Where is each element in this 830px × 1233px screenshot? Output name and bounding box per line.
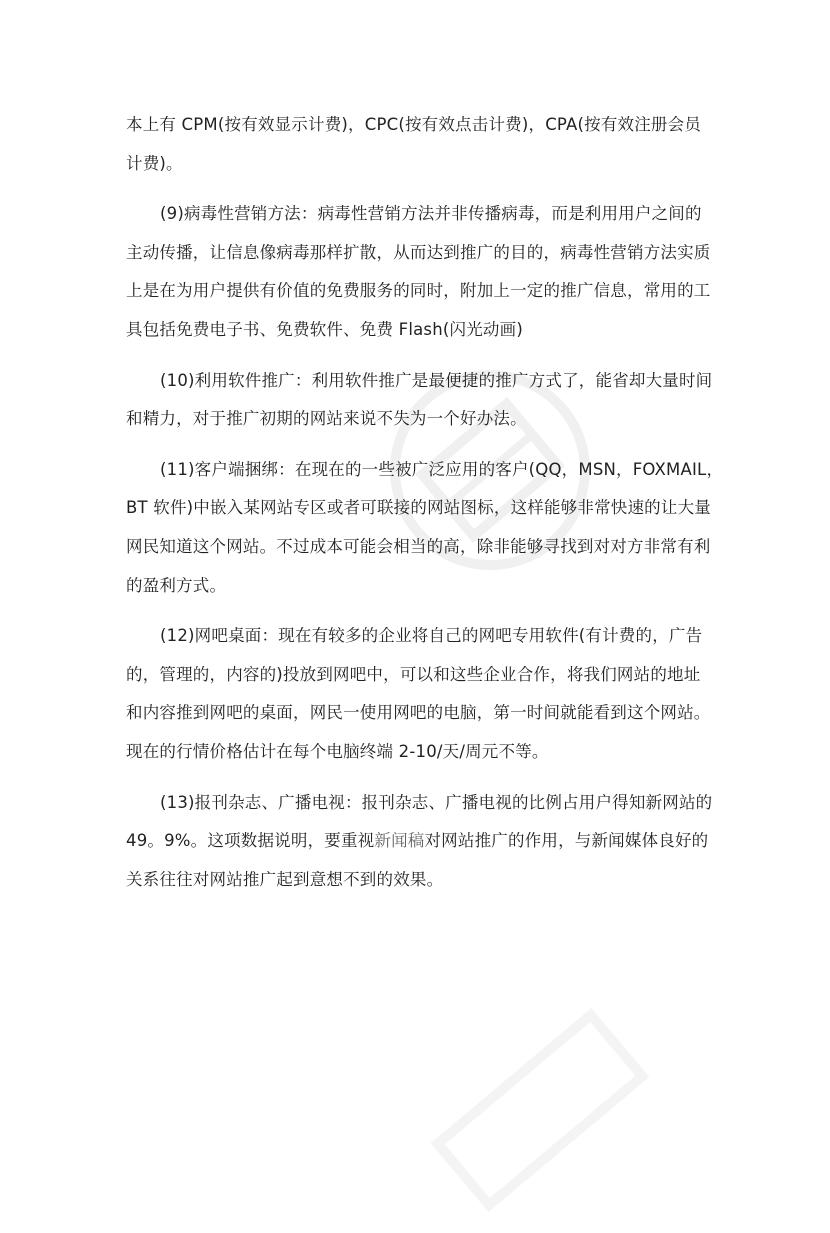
paragraph-9	[126, 195, 711, 349]
text-line: 关系往往对网站推广起到意想不到的效果。	[126, 869, 444, 889]
text-line: 的，管理的，内容的)投放到网吧中，可以和这些企业合作，将我们网站的地址	[126, 664, 701, 684]
text-line: 网民知道这个网站。不过成本可能会相当的高，除非能够寻找到对对方非常有利	[126, 536, 711, 556]
text-line: 和内容推到网吧的桌面，网民一使用网吧的电脑，第一时间就能看到这个网站。	[126, 703, 711, 723]
text-line: 具包括免费电子书、免费软件、免费 Flash(闪光动画)	[126, 319, 523, 339]
text-line: 上是在为用户提供有价值的免费服务的同时，附加上一定的推广信息，常用的工	[126, 281, 711, 301]
text-line: (9)病毒性营销方法：病毒性营销方法并非传播病毒，而是利用用户之间的	[160, 204, 702, 224]
text-segment: 49。9%。这项数据说明，要重视	[126, 831, 375, 851]
document-body	[126, 106, 724, 899]
watermark-seal-icon	[410, 987, 671, 1233]
text-line: BT 软件)中嵌入某网站专区或者可联接的网站图标，这样能够非常快速的让大量	[126, 498, 711, 518]
text-line: (13)报刊杂志、广播电视：报刊杂志、广播电视的比例占用户得知新网站的	[160, 792, 713, 812]
text-line: (12)网吧桌面：现在有较多的企业将自己的网吧专用软件(有计费的，广告	[160, 626, 703, 646]
text-segment: 对网站推广的作用，与新闻媒体良好的	[424, 831, 709, 851]
text-line: 和精力，对于推广初期的网站来说不失为一个好办法。	[126, 409, 527, 429]
text-line	[126, 822, 709, 861]
text-line: 本上有 CPM(按有效显示计费)，CPC(按有效点击计费)，CPA(按有效注册会员	[126, 115, 702, 134]
paragraph-10	[126, 362, 713, 439]
paragraph-11	[126, 451, 724, 605]
text-line: (10)利用软件推广：利用软件推广是最便捷的推广方式了，能省却大量时间	[160, 370, 713, 390]
text-line: 现在的行情价格估计在每个电脑终端 2-10/天/周元不等。	[126, 741, 549, 761]
text-line: 计费)。	[126, 153, 183, 173]
paragraph-13	[126, 784, 713, 900]
paragraph-intro	[126, 106, 706, 183]
text-line: 主动传播，让信息像病毒那样扩散，从而达到推广的目的，病毒性营销方法实质	[126, 242, 711, 262]
text-line: (11)客户端捆绑：在现在的一些被广泛应用的客户(QQ，MSN，FOXMAIL，	[160, 459, 724, 479]
text-line: 的盈利方式。	[126, 575, 227, 595]
press-release-link[interactable]: 新闻稿	[374, 831, 425, 851]
paragraph-12	[126, 617, 711, 771]
